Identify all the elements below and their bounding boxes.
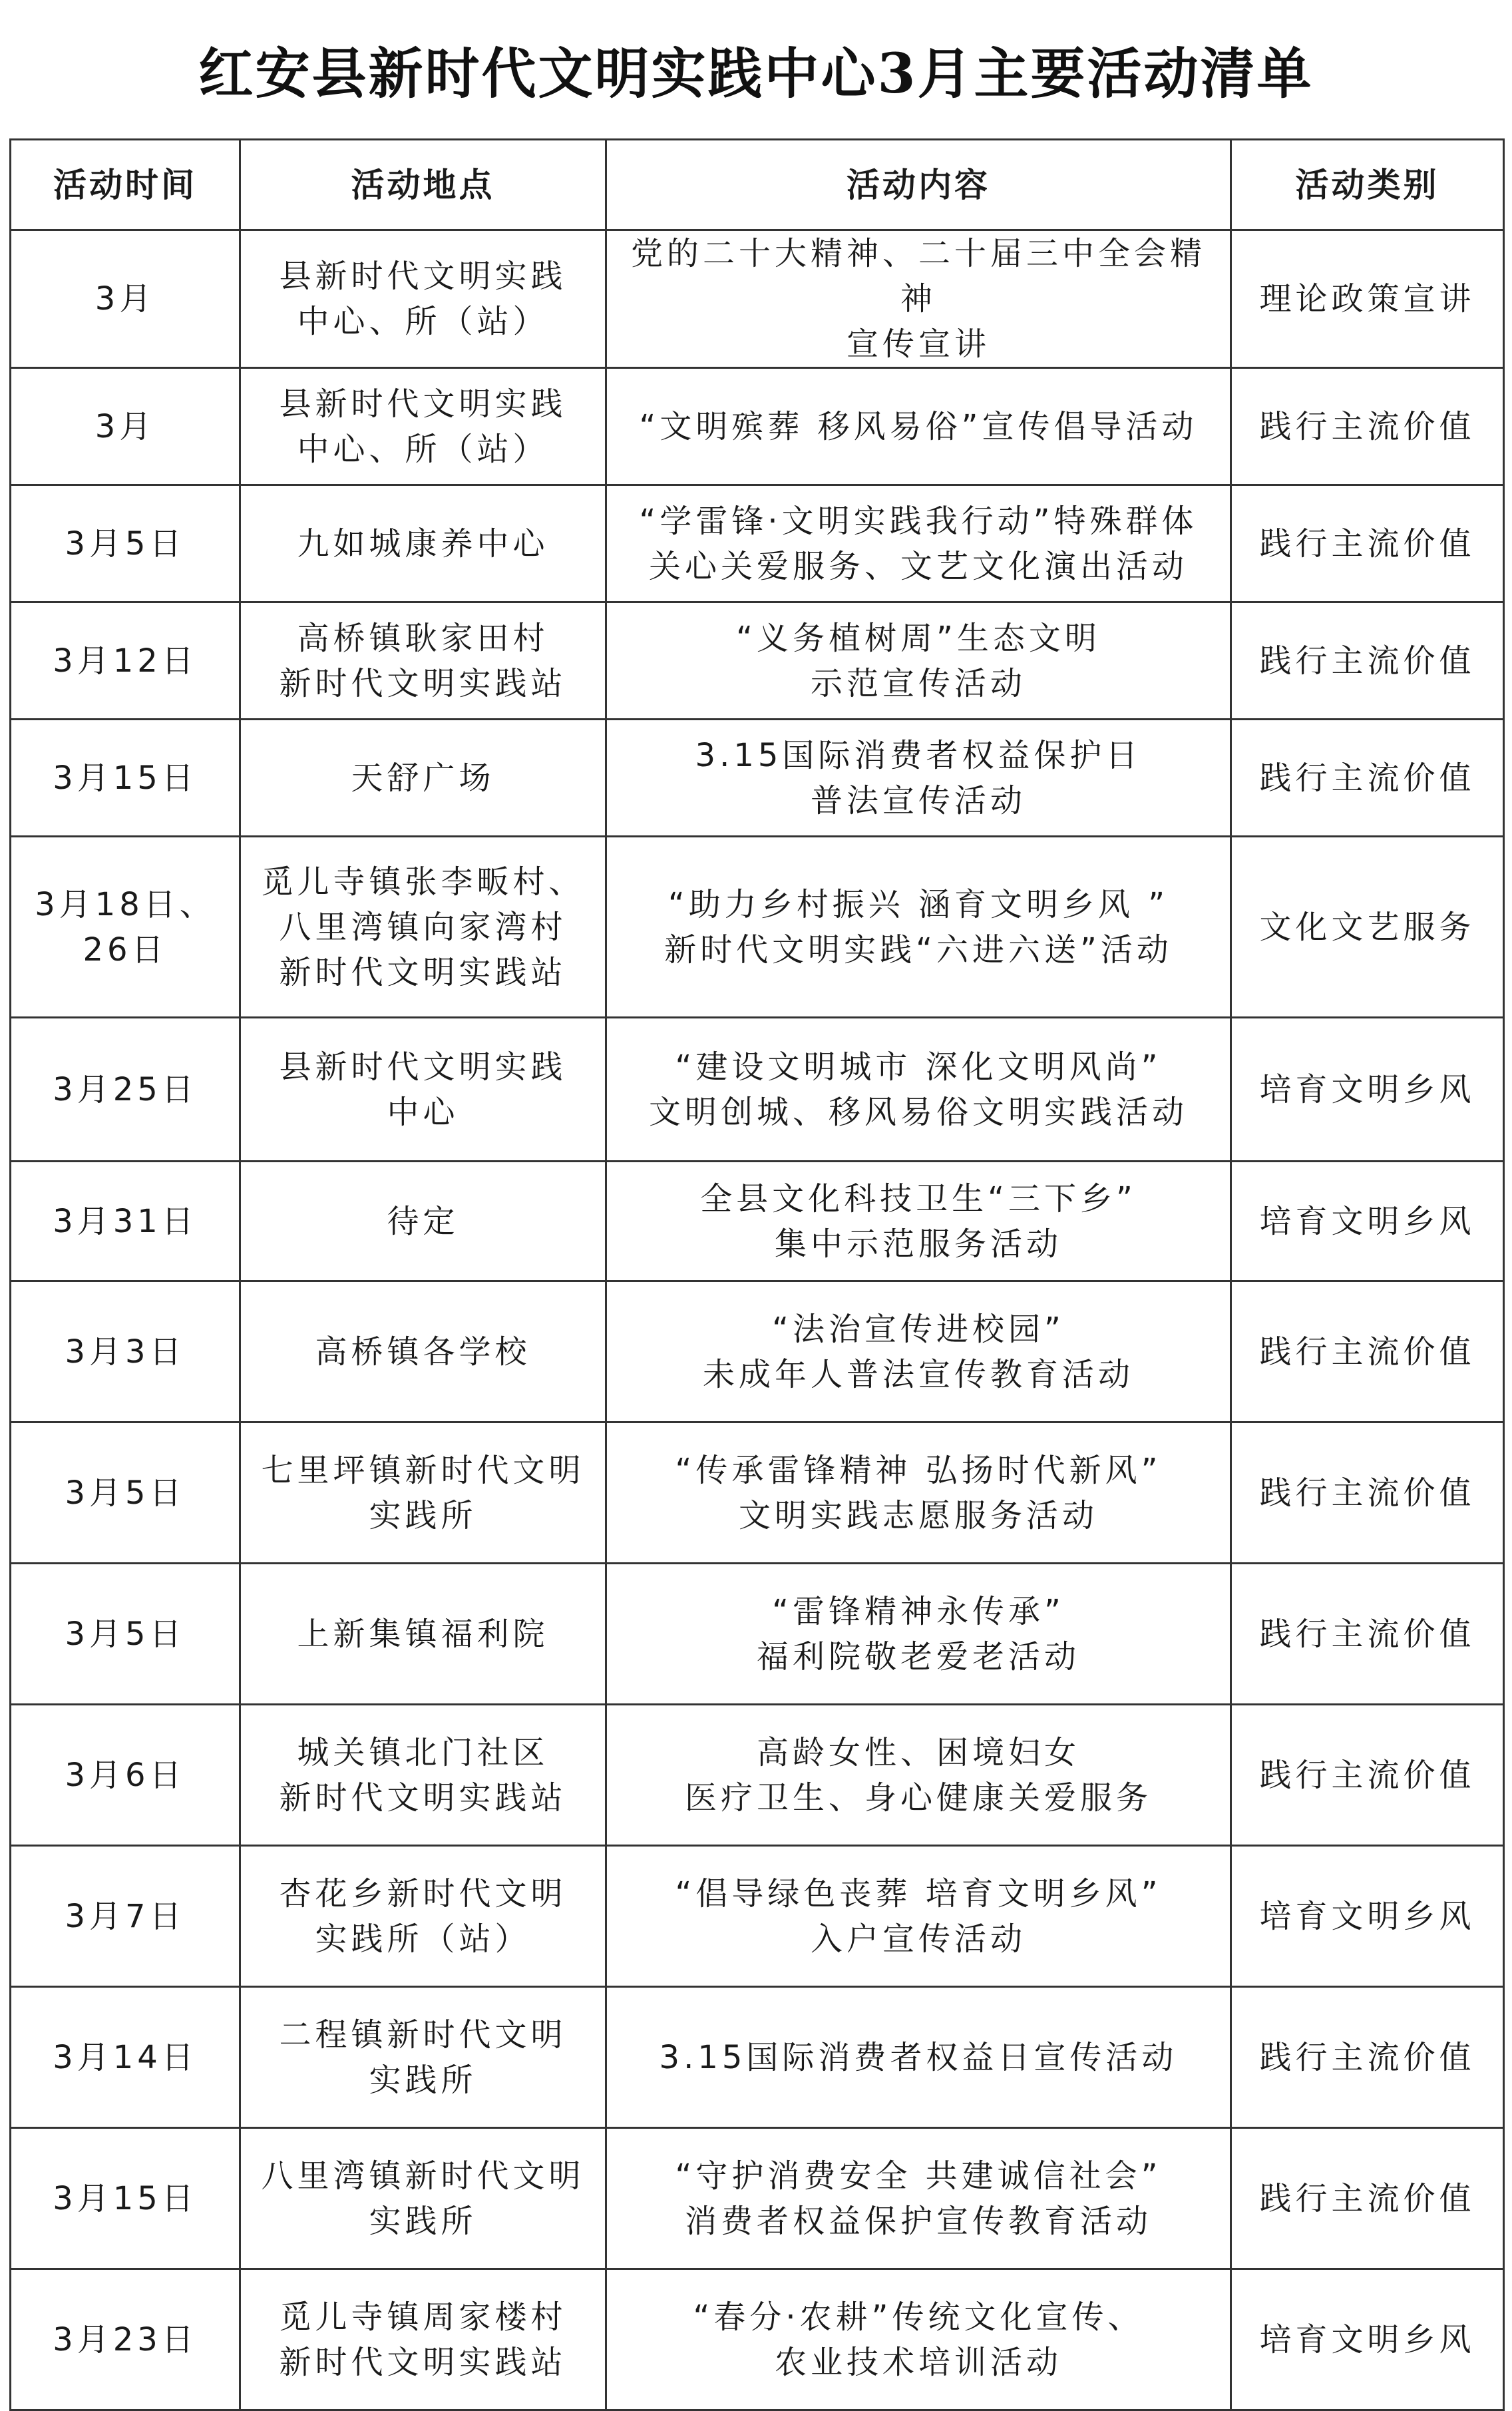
table-row <box>11 2128 1504 2269</box>
table-row <box>11 1987 1504 2128</box>
page-title: 红安县新时代文明实践中心3月主要活动清单 <box>198 41 1314 106</box>
table-row <box>11 485 1504 602</box>
cell-place: 七里坪镇新时代文明 实践所 <box>240 1423 606 1564</box>
cell-category: 培育文明乡风 <box>1231 1846 1504 1987</box>
cell-time: 3月14日 <box>11 1987 240 2128</box>
cell-time: 3月6日 <box>11 1705 240 1846</box>
cell-place: 觅儿寺镇张李畈村、 八里湾镇向家湾村 新时代文明实践站 <box>240 837 606 1018</box>
cell-content: 3.15国际消费者权益保护日 普法宣传活动 <box>606 720 1231 837</box>
cell-place: 高桥镇各学校 <box>240 1281 606 1423</box>
cell-category: 文化文艺服务 <box>1231 837 1504 1018</box>
cell-content: “文明殡葬 移风易俗”宣传倡导活动 <box>606 368 1231 485</box>
cell-place: 二程镇新时代文明 实践所 <box>240 1987 606 2128</box>
cell-category: 理论政策宣讲 <box>1231 230 1504 368</box>
cell-time: 3月23日 <box>11 2269 240 2410</box>
cell-time: 3月5日 <box>11 1564 240 1705</box>
cell-time: 3月12日 <box>11 602 240 720</box>
cell-place: 县新时代文明实践 中心 <box>240 1018 606 1162</box>
cell-content: “传承雷锋精神 弘扬时代新风” 文明实践志愿服务活动 <box>606 1423 1231 1564</box>
table-row <box>11 1162 1504 1281</box>
table-row <box>11 1846 1504 1987</box>
cell-place: 杏花乡新时代文明 实践所（站） <box>240 1846 606 1987</box>
header-place: 活动地点 <box>240 140 606 230</box>
cell-category: 培育文明乡风 <box>1231 1162 1504 1281</box>
cell-content: “倡导绿色丧葬 培育文明乡风” 入户宣传活动 <box>606 1846 1231 1987</box>
table-row <box>11 1705 1504 1846</box>
cell-time: 3月18日、 26日 <box>11 837 240 1018</box>
cell-content: “建设文明城市 深化文明风尚” 文明创城、移风易俗文明实践活动 <box>606 1018 1231 1162</box>
cell-content: “春分·农耕”传统文化宣传、 农业技术培训活动 <box>606 2269 1231 2410</box>
cell-category: 践行主流价值 <box>1231 602 1504 720</box>
cell-content: 3.15国际消费者权益日宣传活动 <box>606 1987 1231 2128</box>
table-row <box>11 368 1504 485</box>
cell-place: 天舒广场 <box>240 720 606 837</box>
cell-place: 八里湾镇新时代文明 实践所 <box>240 2128 606 2269</box>
table-header-row <box>11 140 1504 230</box>
cell-content: “雷锋精神永传承” 福利院敬老爱老活动 <box>606 1564 1231 1705</box>
table-row <box>11 720 1504 837</box>
cell-time: 3月 <box>11 368 240 485</box>
cell-time: 3月7日 <box>11 1846 240 1987</box>
cell-category: 践行主流价值 <box>1231 368 1504 485</box>
cell-content: 全县文化科技卫生“三下乡” 集中示范服务活动 <box>606 1162 1231 1281</box>
cell-category: 践行主流价值 <box>1231 1564 1504 1705</box>
cell-place: 上新集镇福利院 <box>240 1564 606 1705</box>
cell-place: 觅儿寺镇周家楼村 新时代文明实践站 <box>240 2269 606 2410</box>
table-row <box>11 2269 1504 2410</box>
cell-content: “法治宣传进校园” 未成年人普法宣传教育活动 <box>606 1281 1231 1423</box>
header-time: 活动时间 <box>11 140 240 230</box>
cell-content: “守护消费安全 共建诚信社会” 消费者权益保护宣传教育活动 <box>606 2128 1231 2269</box>
cell-content: 高龄女性、困境妇女 医疗卫生、身心健康关爱服务 <box>606 1705 1231 1846</box>
activity-table <box>9 138 1505 2411</box>
cell-place: 高桥镇耿家田村 新时代文明实践站 <box>240 602 606 720</box>
table-row <box>11 602 1504 720</box>
table-row <box>11 837 1504 1018</box>
cell-category: 践行主流价值 <box>1231 2128 1504 2269</box>
cell-category: 培育文明乡风 <box>1231 2269 1504 2410</box>
cell-place: 待定 <box>240 1162 606 1281</box>
cell-category: 践行主流价值 <box>1231 1281 1504 1423</box>
title-bar <box>9 0 1503 138</box>
cell-category: 践行主流价值 <box>1231 1423 1504 1564</box>
cell-content: “学雷锋·文明实践我行动”特殊群体 关心关爱服务、文艺文化演出活动 <box>606 485 1231 602</box>
table-row <box>11 1423 1504 1564</box>
cell-category: 践行主流价值 <box>1231 720 1504 837</box>
cell-category: 践行主流价值 <box>1231 1987 1504 2128</box>
table-row <box>11 1564 1504 1705</box>
cell-place: 九如城康养中心 <box>240 485 606 602</box>
cell-time: 3月5日 <box>11 1423 240 1564</box>
cell-content: “义务植树周”生态文明 示范宣传活动 <box>606 602 1231 720</box>
cell-category: 践行主流价值 <box>1231 1705 1504 1846</box>
cell-place: 县新时代文明实践 中心、所（站） <box>240 368 606 485</box>
cell-place: 县新时代文明实践 中心、所（站） <box>240 230 606 368</box>
cell-time: 3月15日 <box>11 2128 240 2269</box>
table-row <box>11 1018 1504 1162</box>
cell-time: 3月 <box>11 230 240 368</box>
cell-time: 3月15日 <box>11 720 240 837</box>
cell-place: 城关镇北门社区 新时代文明实践站 <box>240 1705 606 1846</box>
cell-content: 党的二十大精神、二十届三中全会精神 宣传宣讲 <box>606 230 1231 368</box>
cell-time: 3月31日 <box>11 1162 240 1281</box>
cell-time: 3月5日 <box>11 485 240 602</box>
cell-category: 践行主流价值 <box>1231 485 1504 602</box>
cell-content: “助力乡村振兴 涵育文明乡风 ” 新时代文明实践“六进六送”活动 <box>606 837 1231 1018</box>
cell-time: 3月3日 <box>11 1281 240 1423</box>
table-row <box>11 230 1504 368</box>
header-content: 活动内容 <box>606 140 1231 230</box>
cell-time: 3月25日 <box>11 1018 240 1162</box>
header-category: 活动类别 <box>1231 140 1504 230</box>
cell-category: 培育文明乡风 <box>1231 1018 1504 1162</box>
table-row <box>11 1281 1504 1423</box>
